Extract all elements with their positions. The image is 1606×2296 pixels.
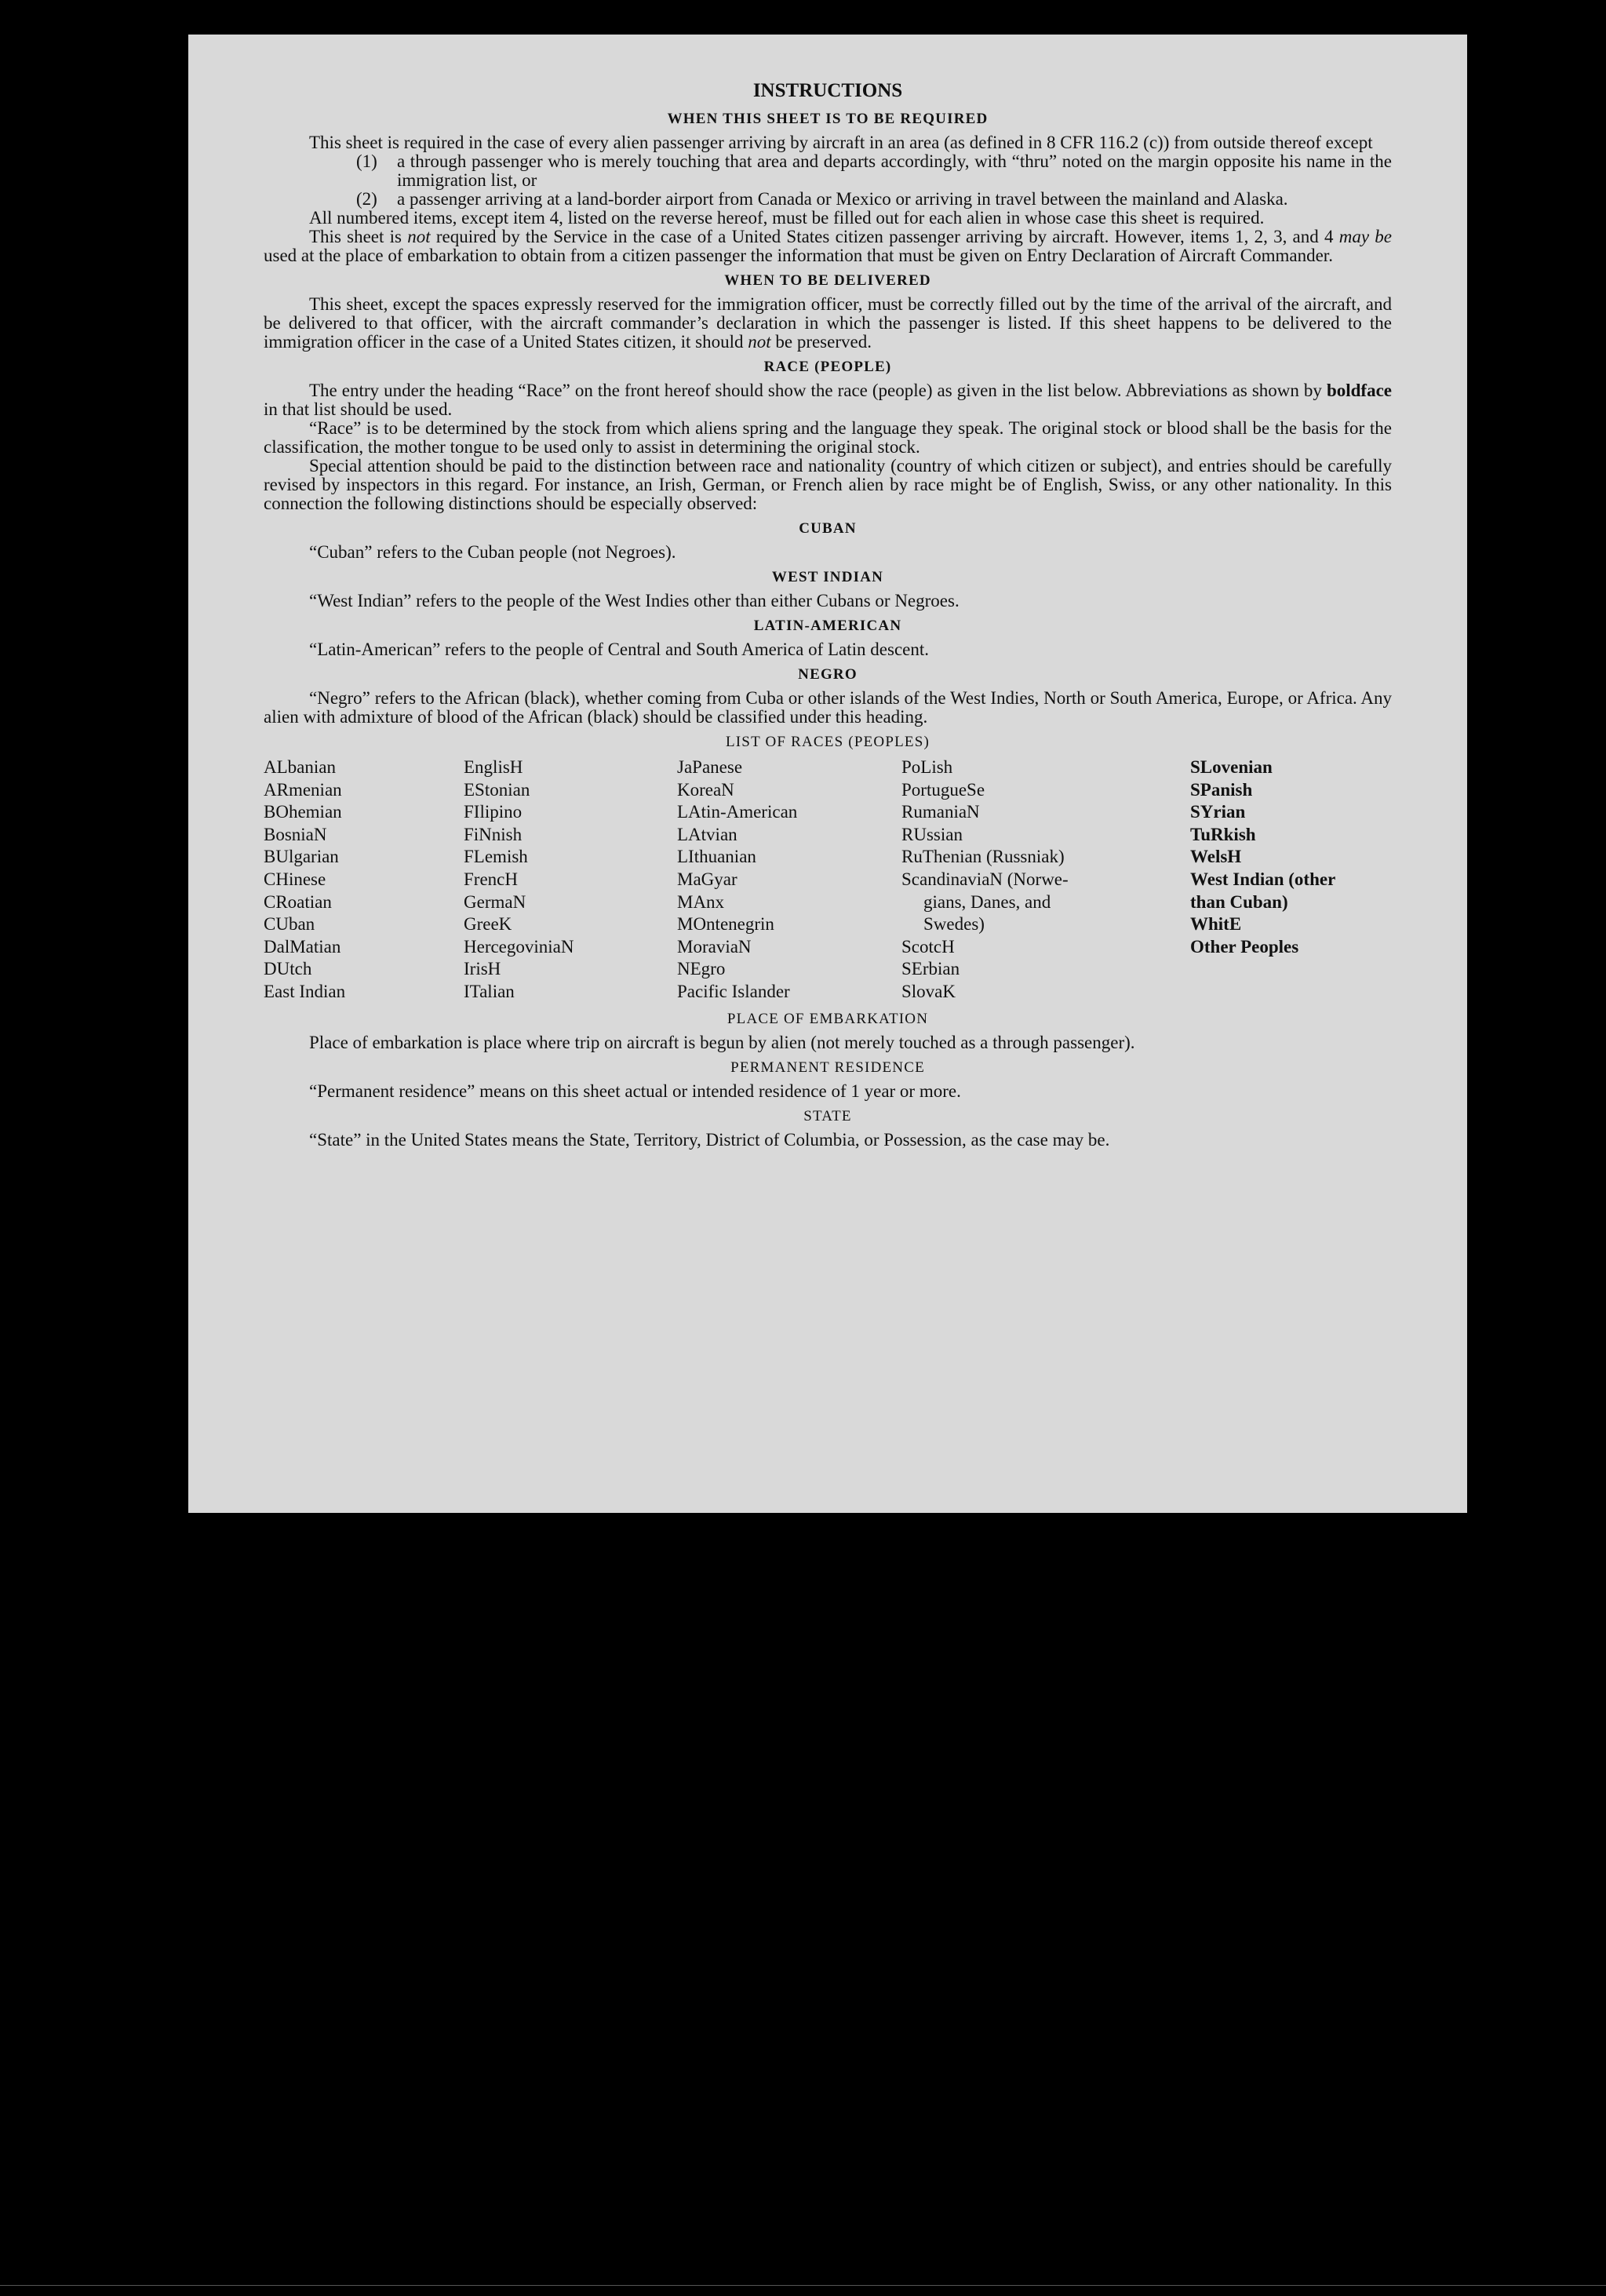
race-entry: HercegoviniaN bbox=[464, 936, 574, 957]
residence-paragraph: “Permanent residence” means on this sheet actual or intended residence of 1 year or more. bbox=[309, 1081, 961, 1101]
races-column-1 bbox=[264, 756, 464, 1004]
races-column-5 bbox=[1190, 756, 1392, 1004]
section-heading-residence: PERMANENT RESIDENCE bbox=[730, 1059, 925, 1076]
race-entry: ALbanian bbox=[264, 757, 336, 777]
race-entry: SPanish bbox=[1190, 779, 1253, 800]
race-entry: CUban bbox=[264, 914, 315, 935]
distinction-heading-west-indian: WEST INDIAN bbox=[771, 569, 884, 585]
distinction-heading-latin-american: LATIN-AMERICAN bbox=[753, 618, 902, 634]
race-entry: JaPanese bbox=[677, 757, 743, 777]
citizen-paragraph bbox=[264, 228, 1392, 265]
races-column-2 bbox=[464, 756, 677, 1004]
when-delivered-paragraph bbox=[264, 295, 1392, 352]
bold-run: boldface bbox=[1326, 381, 1392, 400]
item-text: a passenger arriving at a land-border airport from Canada or Mexico or arriving in travel between the mainland and Alaska. bbox=[397, 189, 1288, 209]
race-entry: LIthuanian bbox=[677, 847, 756, 867]
race-entry: BUlgarian bbox=[264, 847, 339, 867]
race-entry: ARmenian bbox=[264, 779, 342, 800]
race-entry: MoraviaN bbox=[677, 936, 752, 957]
race-entry: RumaniaN bbox=[901, 802, 980, 822]
races-list-heading: LIST OF RACES (PEOPLES) bbox=[725, 734, 930, 750]
text-run: be preserved. bbox=[770, 332, 872, 352]
race-entry: KoreaN bbox=[677, 779, 734, 800]
instruction-sheet bbox=[188, 35, 1467, 1513]
text-run: This sheet is bbox=[309, 227, 408, 246]
race-entry: ScotcH bbox=[901, 936, 955, 957]
bottom-scan-line bbox=[0, 2285, 1606, 2286]
race-entry: IrisH bbox=[464, 959, 501, 979]
page-title: INSTRUCTIONS bbox=[752, 80, 903, 101]
distinction-text-cuban: “Cuban” refers to the Cuban people (not Negroes). bbox=[309, 542, 676, 562]
race-paragraph-1 bbox=[264, 381, 1392, 419]
race-entry: DalMatian bbox=[264, 936, 341, 957]
numbered-items-paragraph: All numbered items, except item 4, listed on the reverse hereof, must be filled out for each alien in whose case this sheet is required. bbox=[309, 208, 1265, 228]
race-entry: East Indian bbox=[264, 981, 346, 1001]
race-entry: BosniaN bbox=[264, 824, 327, 844]
item-number: (2) bbox=[356, 189, 377, 209]
distinction-text-negro: “Negro” refers to the African (black), whether coming from Cuba or other islands of the West Indies, North or South America, Europe, or Africa. Any alien with admixture of blood of the African (black) should be classified under this heading. bbox=[264, 688, 1392, 727]
race-entry: ITalian bbox=[464, 981, 515, 1001]
race-entry: SLovenian bbox=[1190, 757, 1273, 777]
race-entry: WhitE bbox=[1190, 914, 1242, 935]
race-entry: than Cuban) bbox=[1190, 891, 1288, 912]
race-entry: MAnx bbox=[677, 891, 725, 912]
text-run: in that list should be used. bbox=[264, 399, 453, 419]
race-entry: LAtin-American bbox=[677, 802, 798, 822]
race-entry: Swedes) bbox=[923, 914, 985, 935]
race-entry: RuThenian (Russniak) bbox=[901, 847, 1065, 867]
text-run: required by the Service in the case of a United States citizen passenger arriving by aircraft. However, items 1, 2, 3, and 4 bbox=[430, 227, 1339, 246]
section-heading-when-required: WHEN THIS SHEET IS TO BE REQUIRED bbox=[667, 111, 989, 127]
race-entry: GreeK bbox=[464, 914, 512, 935]
distinction-text-west-indian: “West Indian” refers to the people of the West Indies other than either Cubans or Negroes. bbox=[309, 591, 960, 610]
race-entry: FrencH bbox=[464, 869, 518, 889]
text-run: used at the place of embarkation to obtain from a citizen passenger the information that must be given on Entry Declaration of Aircraft Commander. bbox=[264, 246, 1333, 265]
race-entry: EStonian bbox=[464, 779, 530, 800]
race-entry: GermaN bbox=[464, 891, 526, 912]
text-run: The entry under the heading “Race” on the front hereof should show the race (people) as given in the list below. Abbreviations as shown by bbox=[309, 381, 1327, 400]
section-heading-embarkation: PLACE OF EMBARKATION bbox=[727, 1010, 929, 1027]
section-heading-state: STATE bbox=[803, 1107, 852, 1124]
race-entry: CHinese bbox=[264, 869, 326, 889]
distinction-heading-negro: NEGRO bbox=[798, 666, 858, 683]
race-entry: FiNnish bbox=[464, 824, 523, 844]
race-entry: ScandinaviaN (Norwe- bbox=[901, 869, 1069, 889]
race-entry: West Indian (other bbox=[1190, 869, 1336, 889]
race-entry: PortugueSe bbox=[901, 779, 985, 800]
when-required-intro: This sheet is required in the case of every alien passenger arriving by aircraft in an area (as defined in 8 CFR 116.2 (c)) from outside thereof except bbox=[309, 133, 1373, 152]
race-entry: NEgro bbox=[677, 959, 726, 979]
sheet-content bbox=[264, 82, 1392, 1150]
race-entry: LAtvian bbox=[677, 824, 737, 844]
exception-item bbox=[356, 152, 1392, 190]
italic-run: may be bbox=[1338, 227, 1392, 246]
race-entry: FLemish bbox=[464, 847, 528, 867]
race-entry: MOntenegrin bbox=[677, 914, 774, 935]
race-paragraph-2: “Race” is to be determined by the stock from which aliens spring and the language they speak. The original stock or blood shall be the basis for the classification, the mother tongue to be used only to assist in determining the original stock. bbox=[264, 418, 1392, 457]
races-column-4 bbox=[901, 756, 1190, 1004]
italic-run: not bbox=[407, 227, 431, 246]
race-entry: BOhemian bbox=[264, 802, 342, 822]
race-entry: SlovaK bbox=[901, 981, 956, 1001]
race-entry: FIlipino bbox=[464, 802, 523, 822]
distinction-text-latin-american: “Latin-American” refers to the people of Central and South America of Latin descent. bbox=[309, 640, 929, 659]
race-entry: CRoatian bbox=[264, 891, 332, 912]
race-entry: EnglisH bbox=[464, 757, 523, 777]
race-entry: Other Peoples bbox=[1190, 936, 1299, 957]
state-paragraph: “State” in the United States means the State, Territory, District of Columbia, or Possession, as the case may be. bbox=[309, 1129, 1110, 1150]
section-heading-when-delivered: WHEN TO BE DELIVERED bbox=[724, 272, 931, 289]
race-entry: PoLish bbox=[901, 757, 953, 777]
race-entry: Pacific Islander bbox=[677, 981, 790, 1001]
race-entry: MaGyar bbox=[677, 869, 737, 889]
distinction-heading-cuban: CUBAN bbox=[799, 520, 857, 537]
item-text: a through passenger who is merely touching that area and departs accordingly, with “thru” noted on the margin opposite his name in the immigration list, or bbox=[397, 151, 1392, 190]
item-number: (1) bbox=[356, 151, 377, 171]
embarkation-paragraph: Place of embarkation is place where trip on aircraft is begun by alien (not merely touched as a through passenger). bbox=[309, 1032, 1135, 1052]
race-entry: SYrian bbox=[1190, 802, 1246, 822]
races-column-3 bbox=[677, 756, 901, 1004]
races-table bbox=[264, 756, 1392, 1004]
race-entry: DUtch bbox=[264, 959, 312, 979]
race-entry: WelsH bbox=[1190, 847, 1242, 867]
race-entry: RUssian bbox=[901, 824, 963, 844]
race-entry: SErbian bbox=[901, 959, 960, 979]
text-run: This sheet, except the spaces expressly reserved for the immigration officer, must be correctly filled out by the time of the arrival of the aircraft, and be delivered to that officer, with the aircraft commander’s declaration in which the passenger is listed. If this sheet happens to be delivered to the immigration officer in the case of a United States citizen, it should bbox=[264, 294, 1392, 352]
race-paragraph-3: Special attention should be paid to the distinction between race and nationality (country of which citizen or subject), and entries should be carefully revised by inspectors in this regard. For instance, an Irish, German, or French alien by race might be of English, Swiss, or any other nationality. In this connection the following distinctions should be especially observed: bbox=[264, 456, 1392, 513]
race-entry: TuRkish bbox=[1190, 824, 1256, 844]
race-entry: gians, Danes, and bbox=[923, 891, 1051, 912]
italic-run: not bbox=[748, 332, 771, 352]
exception-item bbox=[356, 190, 1392, 209]
section-heading-race: RACE (PEOPLE) bbox=[763, 359, 892, 375]
